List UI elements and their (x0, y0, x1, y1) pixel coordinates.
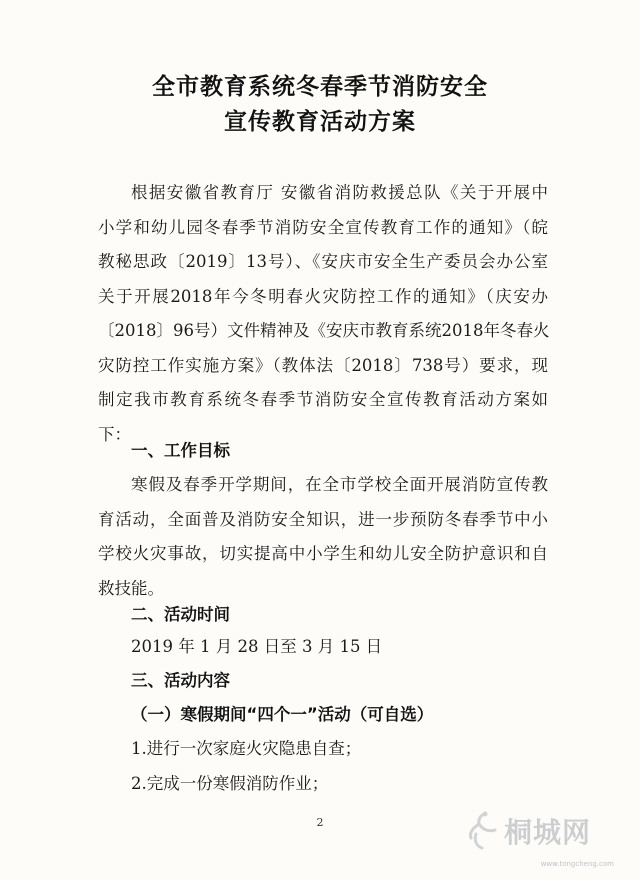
activity-dates: 2019 年 1 月 28 日至 3 月 15 日 (131, 637, 383, 656)
dancer-logo-icon (466, 810, 500, 852)
activity-item: 2.完成一份寒假消防作业； (131, 773, 329, 793)
intro-line: 灾防控工作实施方案》（教体法〔2018〕738号）要求，现 (98, 355, 548, 375)
section-2-heading: 二、活动时间 (131, 605, 230, 624)
intro-line: 小学和幼儿园冬春季节消防安全宣传教育工作的通知》（皖 (98, 217, 548, 237)
section-1-line: 寒假及春季开学期间，在全市学校全面开展消防宣传教 (131, 475, 548, 494)
section-1-line: 学校火灾事故，切实提高中小学生和幼儿安全防护意识和自 (98, 544, 548, 563)
watermark-text: 桐城网 (504, 816, 592, 849)
watermark-url: www.tongcheng.com (540, 860, 614, 868)
section-3-heading: 三、活动内容 (131, 671, 230, 690)
activity-item-list (98, 732, 548, 801)
watermark-logo (466, 808, 616, 854)
intro-line: 〔2018〕96号）文件精神及《安庆市教育系统2018年冬春火 (98, 321, 550, 340)
page-number: 2 (316, 816, 324, 829)
intro-line: 根据安徽省教育厅 安徽省消防救援总队《关于开展中 (131, 183, 548, 202)
intro-line: 制定我市教育系统冬春季节消防安全宣传教育活动方案如 (98, 390, 548, 409)
section-1-line: 育活动，全面普及消防安全知识，进一步预防冬春季节中小 (98, 509, 548, 529)
document-title-line-1: 全市教育系统冬春季节消防安全 (152, 74, 488, 100)
document-title-line-2: 宣传教育活动方案 (224, 109, 416, 135)
section-1-heading: 一、工作目标 (131, 441, 230, 460)
section-1-paragraph (98, 468, 548, 606)
subsection-1-heading: （一）寒假期间“四个一”活动（可自选） (131, 705, 434, 724)
intro-paragraph (98, 176, 548, 452)
intro-line: 教秘思政〔2019〕13号）、《安庆市安全生产委员会办公室 (98, 252, 548, 271)
section-1-line: 救技能。 (98, 578, 164, 598)
activity-item: 1.进行一次家庭火灾隐患自查； (131, 739, 362, 758)
intro-line: 下： (98, 424, 131, 444)
section-2-text (98, 630, 548, 665)
intro-line: 关于开展2018年今冬明春火灾防控工作的通知》（庆安办 (98, 286, 548, 306)
